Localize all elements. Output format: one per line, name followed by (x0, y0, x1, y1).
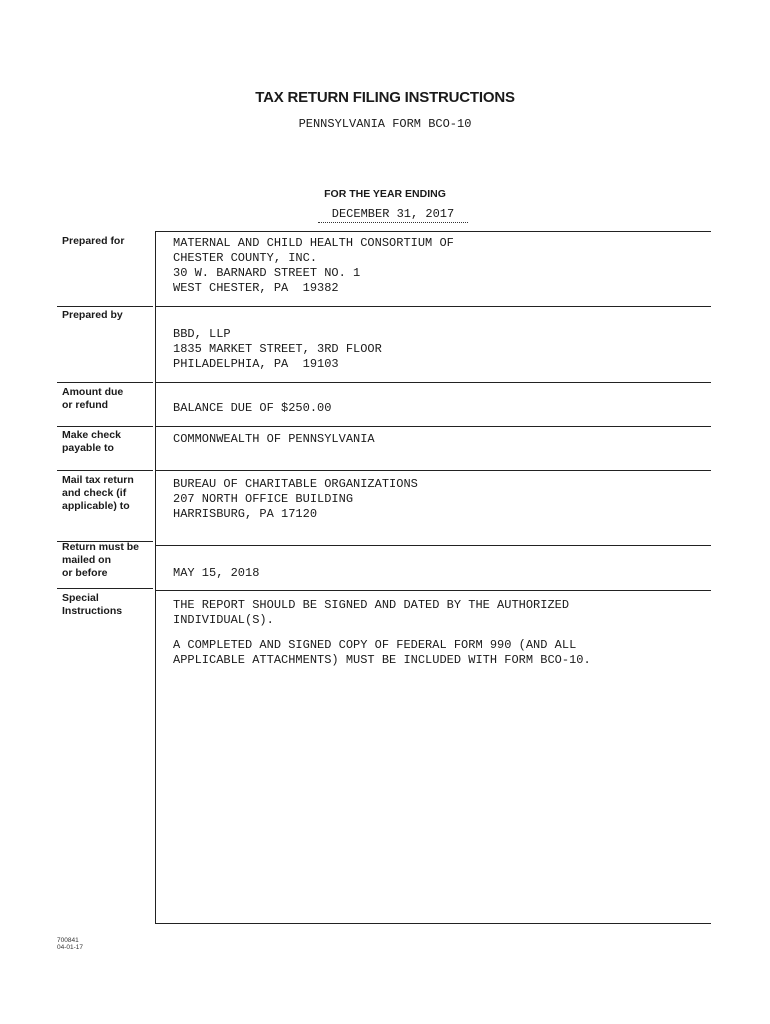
divider-payable (155, 426, 711, 427)
special-line: A COMPLETED AND SIGNED COPY OF FEDERAL FORM 990 (AND ALL (173, 638, 577, 652)
mail-to-label-line: and check (if (62, 487, 127, 499)
form-subtitle: PENNSYLVANIA FORM BCO-10 (298, 117, 472, 131)
deadline-value: MAY 15, 2018 (173, 566, 260, 580)
form-footer-code (57, 937, 83, 951)
mail-to-value (173, 477, 703, 522)
deadline-label-line: Return must be (62, 541, 140, 553)
divider-bottom (155, 923, 711, 924)
special-line: INDIVIDUAL(S). (173, 613, 274, 627)
divider-label (57, 588, 153, 589)
divider-mail (155, 470, 711, 471)
prepared-by-label: Prepared by (62, 309, 123, 321)
special-line (173, 628, 703, 638)
prepared-for-line: WEST CHESTER, PA 19382 (173, 281, 339, 295)
amount-due-label-line: Amount due (62, 386, 124, 398)
prepared-for-line: CHESTER COUNTY, INC. (173, 251, 318, 265)
payable-to-label (62, 429, 154, 455)
divider-deadline (155, 545, 711, 546)
mail-to-label (62, 474, 154, 513)
amount-due-label (62, 386, 154, 412)
divider-label (57, 470, 153, 471)
payable-to-value: COMMONWEALTH OF PENNSYLVANIA (173, 432, 375, 446)
mail-to-line: BUREAU OF CHARITABLE ORGANIZATIONS (173, 477, 418, 491)
divider-special (155, 590, 711, 591)
divider-prepared-by (155, 306, 711, 307)
prepared-by-line: BBD, LLP (173, 327, 231, 341)
amount-due-label-line: or refund (62, 399, 109, 411)
divider-label (57, 426, 153, 427)
special-line: THE REPORT SHOULD BE SIGNED AND DATED BY THE AUTHORIZED (173, 598, 570, 612)
prepared-for-line: 30 W. BARNARD STREET NO. 1 (173, 266, 361, 280)
deadline-label-line: mailed on (62, 554, 112, 566)
mail-to-line: HARRISBURG, PA 17120 (173, 507, 318, 521)
special-label-line: Instructions (62, 605, 123, 617)
prepared-by-line: PHILADELPHIA, PA 19103 (173, 357, 339, 371)
special-line: APPLICABLE ATTACHMENTS) MUST BE INCLUDED WITH FORM BCO-10. (173, 653, 591, 667)
prepared-for-value (173, 236, 703, 296)
document-title: TAX RETURN FILING INSTRUCTIONS (255, 89, 515, 106)
mail-to-label-line: Mail tax return (62, 474, 134, 486)
amount-due-value: BALANCE DUE OF $250.00 (173, 401, 332, 415)
mail-to-line: 207 NORTH OFFICE BUILDING (173, 492, 354, 506)
year-ending-value: DECEMBER 31, 2017 (318, 207, 468, 223)
payable-to-label-line: payable to (62, 442, 114, 454)
footer-code: 700841 (57, 937, 79, 944)
deadline-label (62, 541, 154, 580)
footer-date: 04-01-17 (57, 944, 84, 951)
prepared-by-line: 1835 MARKET STREET, 3RD FLOOR (173, 342, 382, 356)
special-instructions-label (62, 592, 154, 618)
year-ending-label: FOR THE YEAR ENDING (324, 188, 446, 200)
divider-label (57, 306, 153, 307)
special-label-line: Special (62, 592, 99, 604)
prepared-for-line: MATERNAL AND CHILD HEALTH CONSORTIUM OF (173, 236, 454, 250)
prepared-for-label: Prepared for (62, 235, 125, 247)
deadline-label-line: or before (62, 567, 108, 579)
divider-amount (155, 382, 711, 383)
column-divider (155, 231, 156, 923)
prepared-by-value (173, 327, 703, 372)
mail-to-label-line: applicable) to (62, 500, 130, 512)
divider-top (155, 231, 711, 232)
divider-label (57, 382, 153, 383)
payable-to-label-line: Make check (62, 429, 121, 441)
special-instructions-value (173, 598, 703, 668)
